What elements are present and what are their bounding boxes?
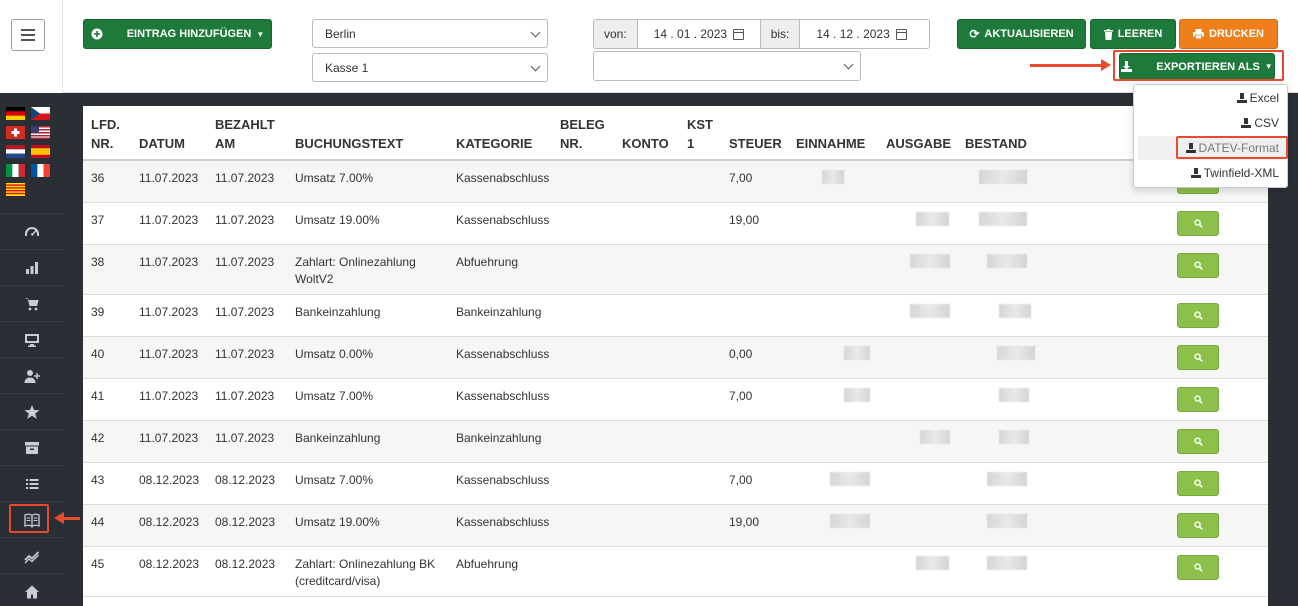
row-tax xyxy=(721,420,788,462)
row-cost-center xyxy=(679,378,721,420)
row-date: 08.12.2023 xyxy=(131,504,207,546)
row-cost-center xyxy=(679,336,721,378)
home-icon[interactable] xyxy=(0,573,63,606)
to-label: bis: xyxy=(760,20,801,48)
search-icon xyxy=(1194,395,1203,404)
row-paid-date: 11.07.2023 xyxy=(207,202,287,244)
row-account xyxy=(614,420,679,462)
row-category: Kassenabschluss xyxy=(448,202,552,244)
location-value: Berlin xyxy=(325,26,356,41)
row-tax xyxy=(721,294,788,336)
row-number: 43 xyxy=(83,462,131,504)
row-expense xyxy=(878,546,957,596)
row-receipt-no xyxy=(552,202,614,244)
row-actions xyxy=(1057,336,1268,378)
row-cost-center xyxy=(679,546,721,596)
refresh-label: AKTUALISIEREN xyxy=(984,28,1074,40)
redacted-amount xyxy=(830,472,870,486)
column-header[interactable]: KATEGORIE xyxy=(448,106,552,160)
hamburger-icon-line xyxy=(21,34,35,36)
row-income xyxy=(788,294,878,336)
row-booking-text: Umsatz 7.00% xyxy=(287,378,448,420)
view-entry-button[interactable] xyxy=(1177,303,1219,328)
row-actions xyxy=(1057,244,1268,294)
row-receipt-no xyxy=(552,420,614,462)
from-date-value: 14 . 01 . 2023 xyxy=(653,27,728,41)
row-date: 11.07.2023 xyxy=(131,294,207,336)
column-header[interactable]: KST 1 xyxy=(679,106,721,160)
row-account xyxy=(614,244,679,294)
row-account xyxy=(614,202,679,244)
redacted-amount xyxy=(999,388,1029,402)
caret-down-icon: ▼ xyxy=(256,29,265,39)
flag-it-icon[interactable] xyxy=(6,164,25,177)
column-header[interactable]: BESTAND xyxy=(957,106,1057,160)
clear-button[interactable] xyxy=(1090,19,1176,49)
location-select[interactable] xyxy=(312,19,548,48)
hamburger-icon-line xyxy=(21,29,35,31)
row-booking-text: Zahlart: Onlinezahlung WoltV2 xyxy=(287,244,448,294)
from-label: von: xyxy=(594,20,638,48)
row-expense xyxy=(878,378,957,420)
row-date: 11.07.2023 xyxy=(131,244,207,294)
redacted-amount xyxy=(916,556,949,570)
view-entry-button[interactable] xyxy=(1177,555,1219,580)
highlight-box xyxy=(1176,136,1288,159)
from-date-input[interactable] xyxy=(638,20,760,48)
row-category: Bankeinzahlung xyxy=(448,420,552,462)
search-icon xyxy=(1194,353,1203,362)
table-row xyxy=(83,462,1268,504)
row-category: Kassenabschluss xyxy=(448,504,552,546)
highlight-box xyxy=(9,504,49,533)
row-balance xyxy=(957,202,1057,244)
row-receipt-no xyxy=(552,462,614,504)
row-booking-text: Umsatz 19.00% xyxy=(287,504,448,546)
row-balance xyxy=(957,160,1057,202)
row-category: Abfuehrung xyxy=(448,546,552,596)
row-tax: 7,00 xyxy=(721,378,788,420)
calendar-icon xyxy=(896,29,907,40)
row-income xyxy=(788,160,878,202)
redacted-amount xyxy=(910,254,950,268)
row-receipt-no xyxy=(552,546,614,596)
row-expense xyxy=(878,504,957,546)
table-row xyxy=(83,378,1268,420)
view-entry-button[interactable] xyxy=(1177,211,1219,236)
row-expense xyxy=(878,244,957,294)
row-booking-text: Umsatz 0.00% xyxy=(287,336,448,378)
row-expense xyxy=(878,336,957,378)
calendar-icon xyxy=(733,29,744,40)
column-header[interactable]: BUCHUNGSTEXT xyxy=(287,106,448,160)
flag-fr-icon[interactable] xyxy=(31,164,50,177)
redacted-amount xyxy=(999,430,1029,444)
search-icon xyxy=(1194,311,1203,320)
redacted-amount xyxy=(916,212,949,226)
bar-chart-icon[interactable] xyxy=(0,249,63,285)
table-row xyxy=(83,294,1268,336)
search-icon xyxy=(1194,479,1203,488)
export-csv-item[interactable]: CSV xyxy=(1241,116,1279,130)
row-balance xyxy=(957,378,1057,420)
to-date-input[interactable] xyxy=(800,20,922,48)
row-number: 38 xyxy=(83,244,131,294)
row-category: Kassenabschluss xyxy=(448,462,552,504)
flag-es-icon[interactable] xyxy=(31,145,50,158)
row-income xyxy=(788,244,878,294)
row-tax: 7,00 xyxy=(721,462,788,504)
row-paid-date: 11.07.2023 xyxy=(207,294,287,336)
row-cost-center xyxy=(679,202,721,244)
row-actions xyxy=(1057,462,1268,504)
row-date: 11.07.2023 xyxy=(131,336,207,378)
redacted-amount xyxy=(910,304,950,318)
table-row xyxy=(83,420,1268,462)
download-icon xyxy=(1237,93,1247,103)
column-header[interactable]: EINNAHME xyxy=(788,106,878,160)
dashboard-icon[interactable] xyxy=(0,213,63,249)
redacted-amount xyxy=(987,556,1027,570)
table-row xyxy=(83,244,1268,294)
bookings-table-card xyxy=(83,106,1268,606)
row-number: 40 xyxy=(83,336,131,378)
redacted-amount xyxy=(987,514,1027,528)
list-icon[interactable] xyxy=(0,465,63,501)
row-receipt-no xyxy=(552,244,614,294)
row-booking-text: Umsatz 7.00% xyxy=(287,160,448,202)
export-excel-item[interactable]: Excel xyxy=(1237,91,1279,105)
download-icon xyxy=(1191,168,1201,178)
row-actions xyxy=(1057,202,1268,244)
export-twinfield-item[interactable]: Twinfield-XML xyxy=(1191,166,1279,180)
row-account xyxy=(614,462,679,504)
row-actions xyxy=(1057,504,1268,546)
row-account xyxy=(614,378,679,420)
row-income xyxy=(788,378,878,420)
redacted-amount xyxy=(830,514,870,528)
redacted-amount xyxy=(844,388,870,402)
row-date: 08.12.2023 xyxy=(131,462,207,504)
add-user-icon[interactable] xyxy=(0,357,63,393)
row-category: Kassenabschluss xyxy=(448,378,552,420)
row-cost-center xyxy=(679,504,721,546)
download-icon xyxy=(1241,118,1251,128)
column-header[interactable]: DATUM xyxy=(131,106,207,160)
row-paid-date: 11.07.2023 xyxy=(207,378,287,420)
view-entry-button[interactable] xyxy=(1177,429,1219,454)
star-icon[interactable] xyxy=(0,393,63,429)
row-income xyxy=(788,462,878,504)
row-income xyxy=(788,336,878,378)
flag-ca-icon[interactable] xyxy=(6,183,25,196)
column-header[interactable]: LFD. NR. xyxy=(83,106,131,160)
row-cost-center xyxy=(679,462,721,504)
row-number: 42 xyxy=(83,420,131,462)
redacted-amount xyxy=(844,346,870,360)
archive-icon[interactable] xyxy=(0,429,63,465)
table-row xyxy=(83,336,1268,378)
flag-nl-icon[interactable] xyxy=(6,145,25,158)
row-actions xyxy=(1057,294,1268,336)
column-header[interactable]: KONTO xyxy=(614,106,679,160)
row-actions xyxy=(1057,378,1268,420)
redacted-amount xyxy=(987,472,1027,486)
row-receipt-no xyxy=(552,378,614,420)
register-value: Kasse 1 xyxy=(325,60,369,75)
row-booking-text: Bankeinzahlung xyxy=(287,294,448,336)
refresh-button[interactable] xyxy=(957,19,1086,49)
row-number: 41 xyxy=(83,378,131,420)
row-booking-text: Zahlart: Onlinezahlung BK (creditcard/visa) xyxy=(287,546,448,596)
row-balance xyxy=(957,336,1057,378)
row-cost-center xyxy=(679,244,721,294)
redacted-amount xyxy=(979,170,1027,184)
row-category: Abfuehrung xyxy=(448,244,552,294)
row-tax: 19,00 xyxy=(721,504,788,546)
row-balance xyxy=(957,546,1057,596)
row-balance xyxy=(957,244,1057,294)
view-entry-button[interactable] xyxy=(1177,345,1219,370)
row-expense xyxy=(878,462,957,504)
row-income xyxy=(788,504,878,546)
row-tax: 7,00 xyxy=(721,160,788,202)
row-receipt-no xyxy=(552,504,614,546)
register-select[interactable] xyxy=(312,53,548,82)
refresh-icon: ⟳ xyxy=(969,27,980,41)
search-icon xyxy=(1194,437,1203,446)
row-actions xyxy=(1057,420,1268,462)
view-entry-button[interactable] xyxy=(1177,253,1219,278)
row-cost-center xyxy=(679,420,721,462)
row-booking-text: Umsatz 7.00% xyxy=(287,462,448,504)
row-paid-date: 08.12.2023 xyxy=(207,546,287,596)
row-number: 36 xyxy=(83,160,131,202)
row-paid-date: 08.12.2023 xyxy=(207,462,287,504)
trend-icon[interactable] xyxy=(0,537,63,573)
row-balance xyxy=(957,504,1057,546)
row-balance xyxy=(957,420,1057,462)
row-paid-date: 11.07.2023 xyxy=(207,336,287,378)
row-receipt-no xyxy=(552,294,614,336)
trash-icon xyxy=(1104,29,1113,40)
row-balance xyxy=(957,294,1057,336)
annotation-arrow xyxy=(63,517,80,520)
chevron-down-icon xyxy=(844,60,854,70)
row-tax xyxy=(721,244,788,294)
export-datev-item[interactable]: DATEV-Format xyxy=(1186,141,1279,155)
row-expense xyxy=(878,160,957,202)
flag-ch-icon[interactable] xyxy=(6,126,25,139)
redacted-amount xyxy=(987,254,1027,268)
row-income xyxy=(788,546,878,596)
row-income xyxy=(788,202,878,244)
redacted-amount xyxy=(979,212,1027,226)
row-number: 44 xyxy=(83,504,131,546)
view-entry-button[interactable] xyxy=(1177,387,1219,412)
hamburger-menu-button[interactable] xyxy=(11,19,45,51)
chevron-down-icon xyxy=(531,28,541,38)
row-receipt-no xyxy=(552,336,614,378)
row-paid-date: 08.12.2023 xyxy=(207,504,287,546)
row-category: Bankeinzahlung xyxy=(448,294,552,336)
row-account xyxy=(614,546,679,596)
view-entry-button[interactable] xyxy=(1177,471,1219,496)
row-date: 08.12.2023 xyxy=(131,546,207,596)
search-icon xyxy=(1194,261,1203,270)
row-account xyxy=(614,336,679,378)
export-label: EXPORTIEREN ALS xyxy=(1156,60,1260,73)
print-button[interactable] xyxy=(1179,19,1278,49)
row-number: 45 xyxy=(83,546,131,596)
date-range xyxy=(593,19,930,49)
caret-down-icon: ▼ xyxy=(1264,62,1273,71)
view-entry-button[interactable] xyxy=(1177,513,1219,538)
add-entry-label: EINTRAG HINZUFÜGEN xyxy=(126,28,252,40)
add-entry-button[interactable] xyxy=(83,19,272,49)
row-paid-date: 11.07.2023 xyxy=(207,160,287,202)
row-income xyxy=(788,420,878,462)
search-icon xyxy=(1194,521,1203,530)
left-header xyxy=(0,0,63,93)
print-label: DRUCKEN xyxy=(1209,28,1264,40)
to-date-value: 14 . 12 . 2023 xyxy=(816,27,890,41)
row-actions xyxy=(1057,546,1268,596)
row-account xyxy=(614,504,679,546)
row-expense xyxy=(878,420,957,462)
row-account xyxy=(614,294,679,336)
plus-circle-icon xyxy=(91,28,103,40)
redacted-amount xyxy=(822,170,844,184)
row-paid-date: 11.07.2023 xyxy=(207,244,287,294)
row-category: Kassenabschluss xyxy=(448,336,552,378)
row-number: 39 xyxy=(83,294,131,336)
column-header[interactable]: AUSGABE xyxy=(878,106,957,160)
hamburger-icon-line xyxy=(21,39,35,41)
print-icon xyxy=(1193,29,1204,39)
monitor-icon[interactable] xyxy=(0,321,63,357)
table-row xyxy=(83,160,1268,202)
chevron-down-icon xyxy=(531,62,541,72)
row-expense xyxy=(878,294,957,336)
column-header[interactable]: STEUER xyxy=(721,106,788,160)
column-header[interactable]: BEZAHLT AM xyxy=(207,106,287,160)
row-paid-date: 11.07.2023 xyxy=(207,420,287,462)
table-row xyxy=(83,504,1268,546)
clear-label: LEEREN xyxy=(1117,28,1163,40)
annotation-arrow xyxy=(1030,64,1102,67)
flag-us-icon[interactable] xyxy=(31,126,50,139)
row-cost-center xyxy=(679,294,721,336)
row-cost-center xyxy=(679,160,721,202)
table-row xyxy=(83,202,1268,244)
row-account xyxy=(614,160,679,202)
row-category: Kassenabschluss xyxy=(448,160,552,202)
column-header[interactable]: BELEG NR. xyxy=(552,106,614,160)
cart-icon[interactable] xyxy=(0,285,63,321)
bookings-table xyxy=(83,106,1268,597)
row-tax: 19,00 xyxy=(721,202,788,244)
flag-de-icon[interactable] xyxy=(6,107,25,120)
search-icon xyxy=(1194,219,1203,228)
table-row xyxy=(83,546,1268,596)
row-date: 11.07.2023 xyxy=(131,378,207,420)
table-header-row xyxy=(83,106,1268,160)
redacted-amount xyxy=(920,430,950,444)
row-balance xyxy=(957,462,1057,504)
row-tax: 0,00 xyxy=(721,336,788,378)
redacted-amount xyxy=(999,304,1031,318)
row-booking-text: Umsatz 19.00% xyxy=(287,202,448,244)
row-date: 11.07.2023 xyxy=(131,420,207,462)
row-receipt-no xyxy=(552,160,614,202)
filter-select[interactable] xyxy=(593,51,861,81)
row-booking-text: Bankeinzahlung xyxy=(287,420,448,462)
row-expense xyxy=(878,202,957,244)
row-tax xyxy=(721,546,788,596)
flag-cz-icon[interactable] xyxy=(31,107,50,120)
row-date: 11.07.2023 xyxy=(131,160,207,202)
search-icon xyxy=(1194,563,1203,572)
row-date: 11.07.2023 xyxy=(131,202,207,244)
row-number: 37 xyxy=(83,202,131,244)
redacted-amount xyxy=(997,346,1035,360)
highlight-box xyxy=(1113,50,1284,81)
